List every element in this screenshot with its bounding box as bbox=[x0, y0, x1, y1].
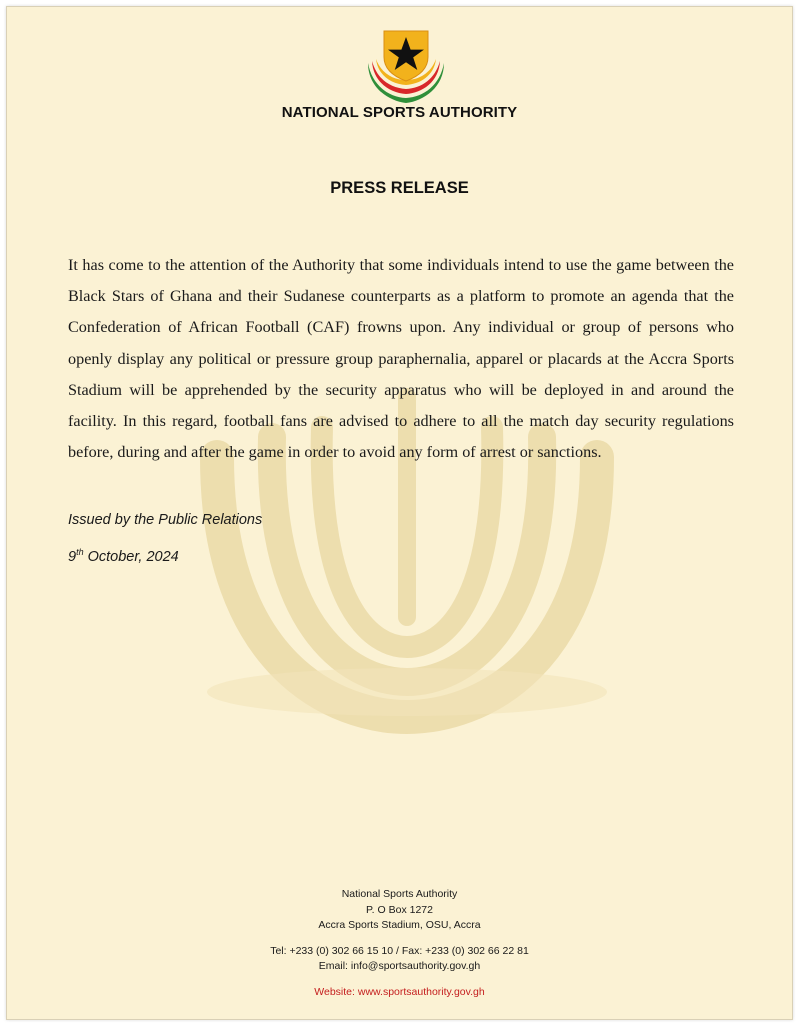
footer-spacer-2 bbox=[7, 975, 792, 985]
date-day: 9 bbox=[68, 548, 77, 565]
footer-org-name: National Sports Authority bbox=[341, 888, 458, 900]
document-title: PRESS RELEASE bbox=[330, 179, 469, 197]
footer-spacer bbox=[7, 934, 792, 944]
footer-po-box: P. O Box 1272 bbox=[366, 903, 433, 916]
issued-by: Issued by the Public Relations bbox=[68, 512, 263, 528]
footer-phone-fax: Tel: +233 (0) 302 66 15 10 / Fax: +233 (0) 302 66 22 81 bbox=[270, 944, 529, 957]
press-release-body: It has come to the attention of the Authority that some individuals intend to use the game between the Black Stars of Ghana and their Sudanese counterparts as a platform to promote an agenda that the Confederation of African Football (CAF) frowns upon. Any individual or group of persons who openly display any political or pressure group paraphernalia, apparel or placards at the Accra Sports Stadium will be apprehended by the security apparatus who will be deployed in and around the facility. In this regard, football fans are advised to adhere to all the match day security regulations before, during and after the game in order to avoid any form of arrest or sanctions. bbox=[68, 256, 734, 462]
star-shield-icon bbox=[362, 27, 450, 107]
footer-address: Accra Sports Stadium, OSU, Accra bbox=[318, 919, 481, 931]
footer-email[interactable]: Email: info@sportsauthority.gov.gh bbox=[318, 960, 481, 972]
date-month-year: October, 2024 bbox=[83, 548, 179, 565]
footer-contact bbox=[7, 887, 792, 1000]
footer-website-link[interactable]: Website: www.sportsauthority.gov.gh bbox=[314, 985, 485, 998]
organization-name: NATIONAL SPORTS AUTHORITY bbox=[281, 104, 518, 121]
date-suffix: th bbox=[76, 547, 84, 557]
release-date bbox=[68, 547, 179, 565]
document-page bbox=[6, 6, 793, 1020]
